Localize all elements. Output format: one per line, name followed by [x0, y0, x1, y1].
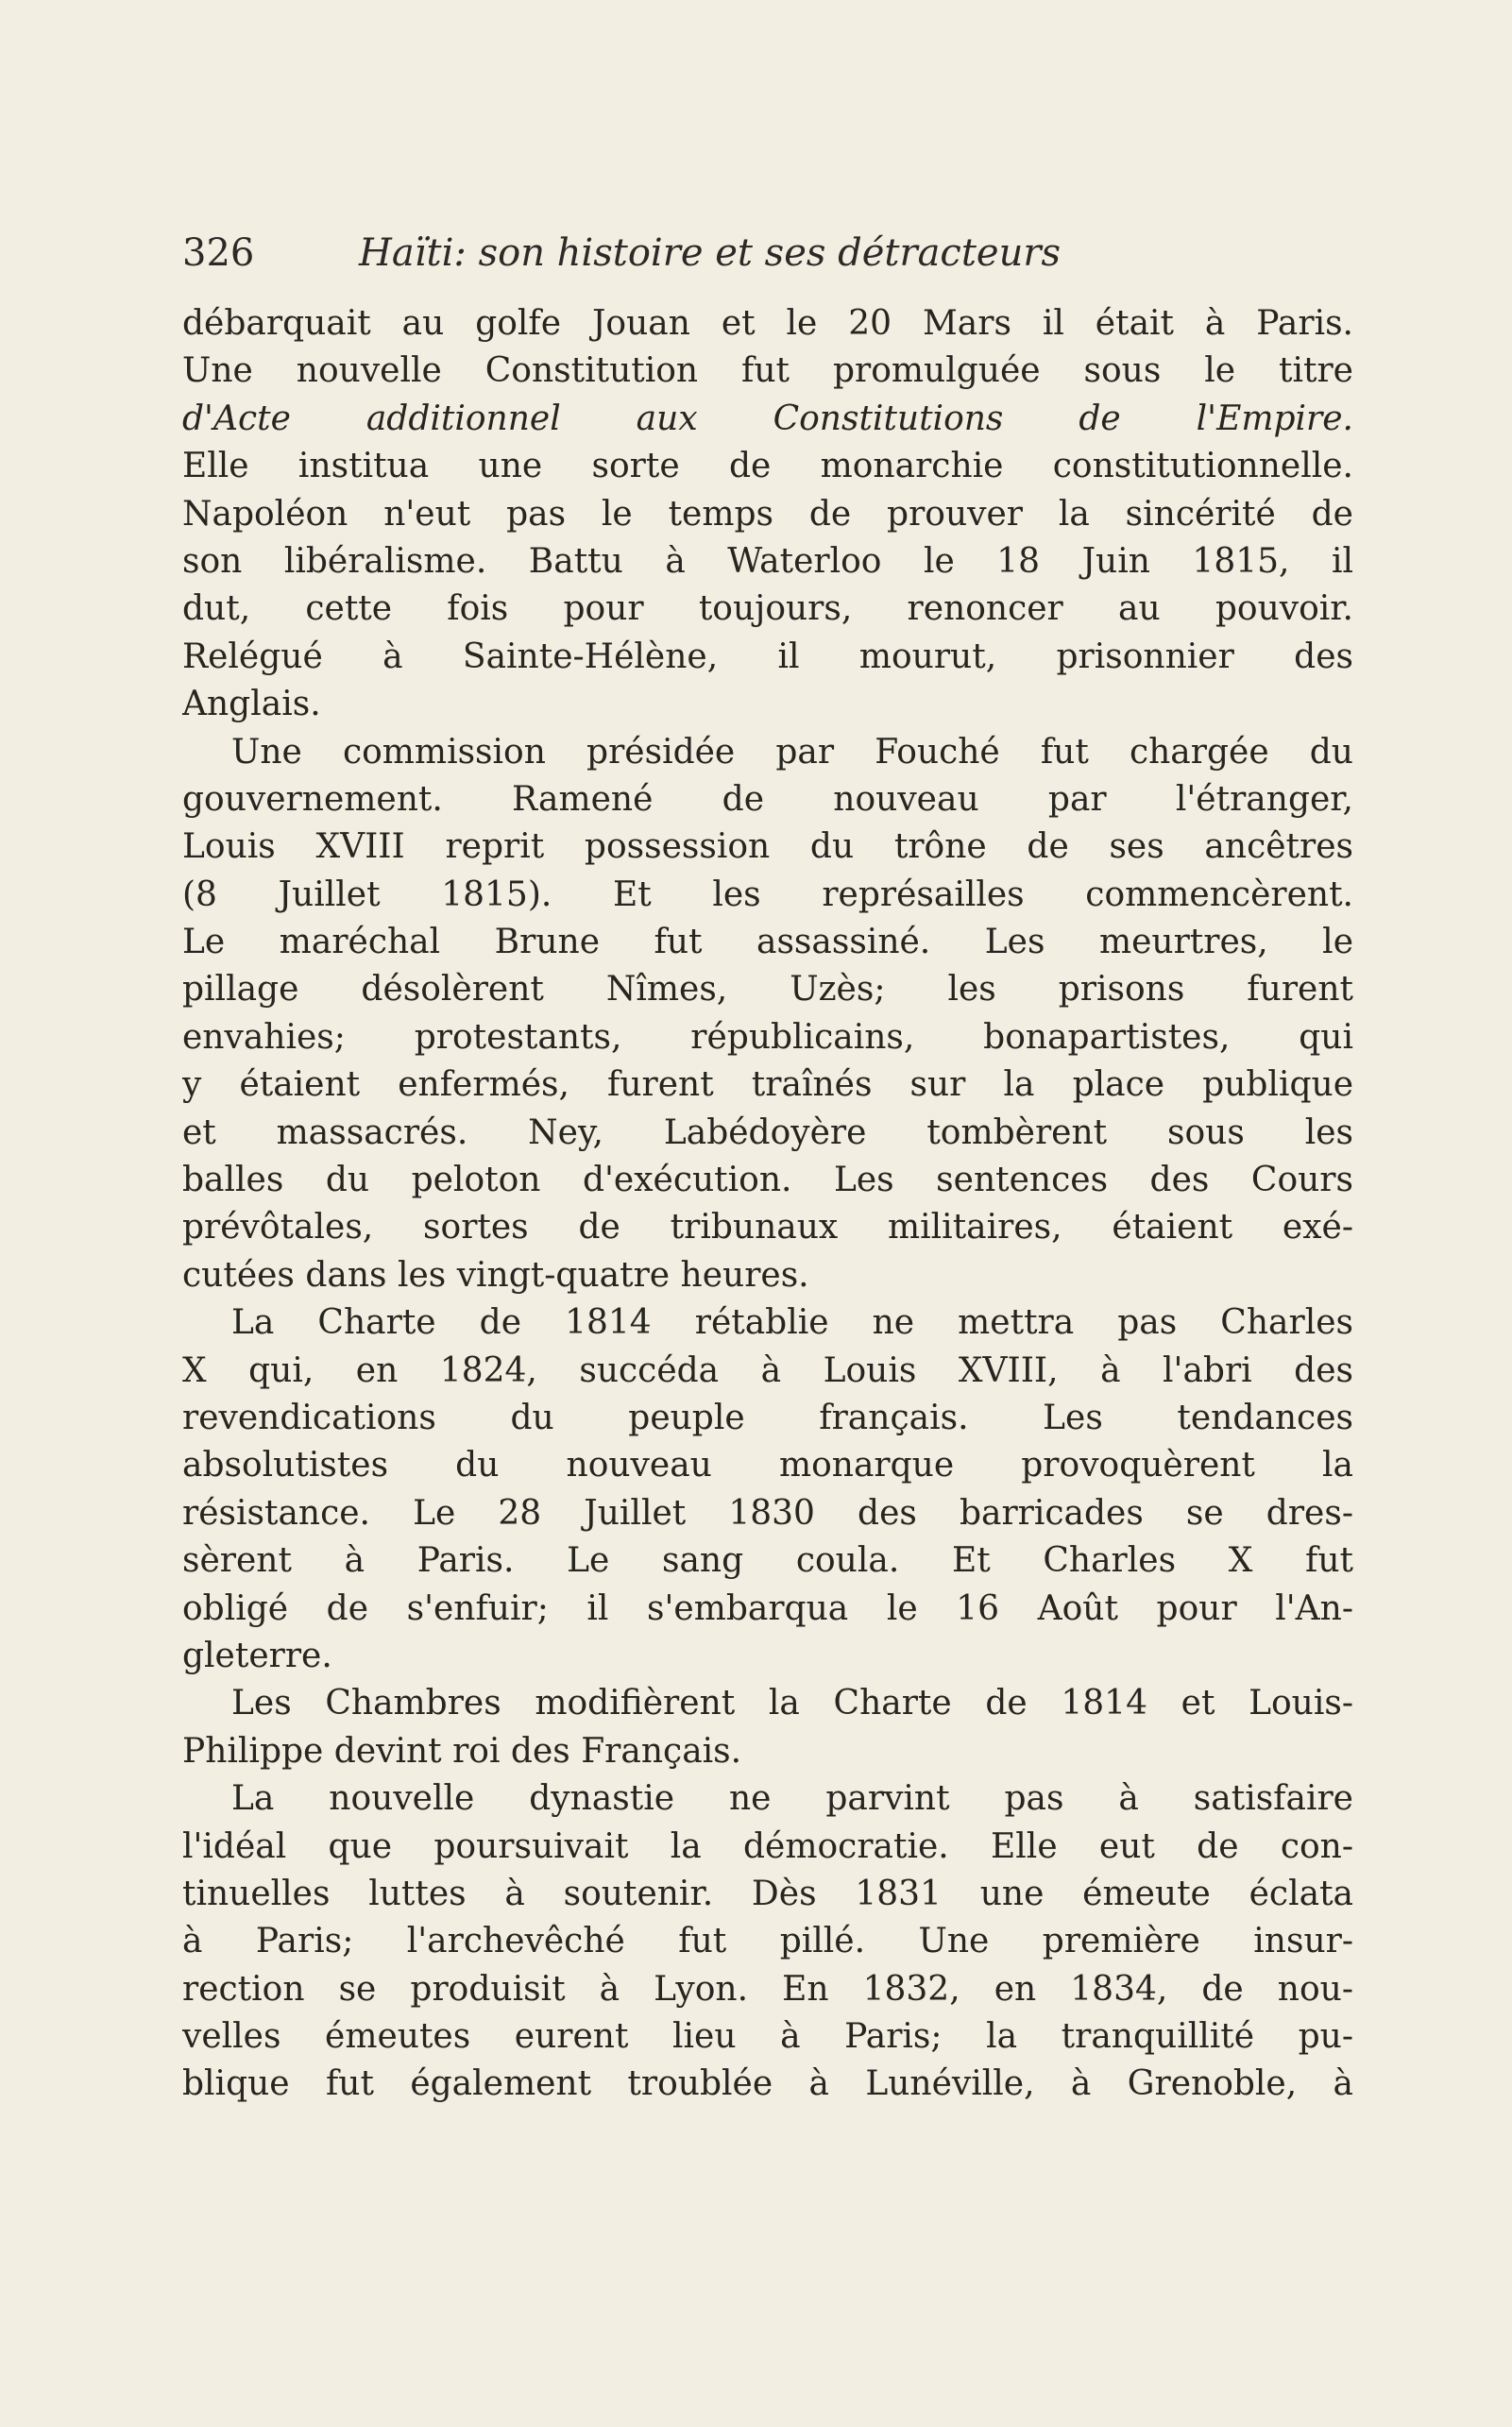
text-line: blique fut également troublée à Lunéville, à Grenoble, à [182, 2064, 1353, 2104]
text-line: La Charte de 1814 rétablie ne mettra pas Charles [231, 1303, 1353, 1343]
text-line: d'Acte additionnel aux Constitutions de l'Empire. [182, 399, 1353, 438]
text-line: revendications du peuple français. Les tendances [182, 1398, 1353, 1437]
text-line: balles du peloton d'exécution. Les sentences des Cours [182, 1161, 1353, 1200]
text-line: à Paris; l'archevêché fut pillé. Une première insur- [182, 1922, 1353, 1961]
text-line: Une commission présidée par Fouché fut chargée du [231, 732, 1353, 772]
text-line: obligé de s'enfuir; il s'embarqua le 16 Août pour l'An- [182, 1588, 1353, 1628]
text-line: La nouvelle dynastie ne parvint pas à satisfaire [231, 1779, 1353, 1819]
text-line: pillage désolèrent Nîmes, Uzès; les prisons furent [182, 970, 1353, 1010]
text-line: tinuelles luttes à soutenir. Dès 1831 une émeute éclata [182, 1874, 1353, 1913]
text-line: Une nouvelle Constitution fut promulguée sous le titre [182, 351, 1353, 391]
text-line: résistance. Le 28 Juillet 1830 des barricades se dres- [182, 1493, 1353, 1533]
text-line: velles émeutes eurent lieu à Paris; la tranquillité pu- [182, 2017, 1353, 2057]
body-text [182, 300, 1353, 2109]
text-line: Le maréchal Brune fut assassiné. Les meurtres, le [182, 923, 1353, 962]
text-line: Philippe devint roi des Français. [182, 1731, 742, 1771]
page-number: 326 [182, 231, 255, 275]
text-line: (8 Juillet 1815). Et les représailles commencèrent. [182, 874, 1353, 914]
text-line: Anglais. [182, 685, 321, 724]
text-line: prévôtales, sortes de tribunaux militaires, étaient exé- [182, 1208, 1353, 1247]
text-line: l'idéal que poursuivait la démocratie. Elle eut de con- [182, 1826, 1353, 1866]
text-line: dut, cette fois pour toujours, renoncer au pouvoir. [182, 589, 1353, 629]
text-line: Napoléon n'eut pas le temps de prouver la sincérité de [182, 494, 1353, 534]
text-line: envahies; protestants, républicains, bonapartistes, qui [182, 1017, 1353, 1057]
text-line: gleterre. [182, 1636, 332, 1675]
running-title: Haïti: son histoire et ses détracteurs [359, 231, 1061, 275]
text-line: y étaient enfermés, furent traînés sur la place publique [182, 1065, 1353, 1105]
text-line: et massacrés. Ney, Labédoyère tombèrent sous les [182, 1112, 1353, 1152]
text-line: gouvernement. Ramené de nouveau par l'étranger, [182, 779, 1353, 819]
text-line: débarquait au golfe Jouan et le 20 Mars il était à Paris. [182, 304, 1353, 343]
text-line: Les Chambres modifièrent la Charte de 1814 et Louis- [231, 1684, 1353, 1723]
page-header [182, 225, 1353, 281]
text-line: son libéralisme. Battu à Waterloo le 18 Juin 1815, il [182, 541, 1353, 581]
text-line: sèrent à Paris. Le sang coula. Et Charles X fut [182, 1541, 1353, 1581]
text-line: Louis XVIII reprit possession du trône de ses ancêtres [182, 827, 1353, 867]
text-line: X qui, en 1824, succéda à Louis XVIII, à l'abri des [182, 1350, 1353, 1390]
text-line: Relégué à Sainte-Hélène, il mourut, prisonnier des [182, 636, 1353, 676]
text-line: Elle institua une sorte de monarchie constitutionnelle. [182, 447, 1353, 486]
text-line: cutées dans les vingt-quatre heures. [182, 1255, 809, 1295]
text-line: absolutistes du nouveau monarque provoquèrent la [182, 1446, 1353, 1485]
text-line: rection se produisit à Lyon. En 1832, en 1834, de nou- [182, 1969, 1353, 2009]
